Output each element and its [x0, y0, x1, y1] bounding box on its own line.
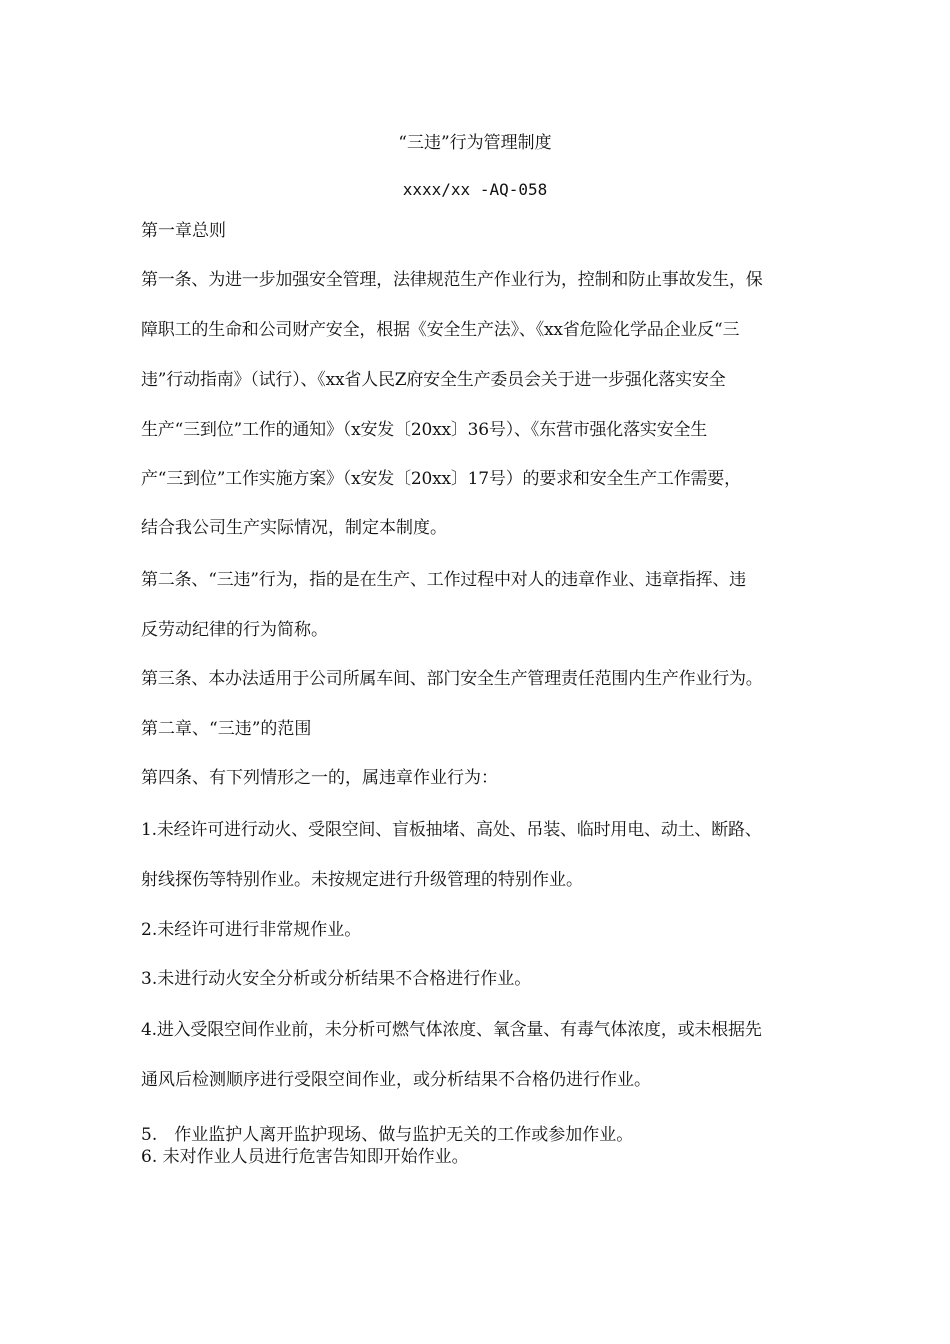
item-4-line-1: 4.进入受限空间作业前，未分析可燃气体浓度、氧含量、有毒气体浓度，或未根据先 [141, 1020, 762, 1040]
article-1-line-2: 障职工的生命和公司财产安全，根据《安全生产法》、《xx省危险化学品企业反“三 [141, 320, 740, 340]
article-1-line-3: 违”行动指南》（试行）、《xx省人民Z府安全生产委员会关于进一步强化落实安全 [141, 370, 726, 390]
chapter-2-heading: 第二章、“三违”的范围 [141, 719, 312, 739]
article-2-line-2: 反劳动纪律的行为简称。 [141, 620, 328, 640]
item-1-line-1: 1.未经许可进行动火、受限空间、盲板抽堵、高处、吊装、临时用电、动土、断路、 [141, 820, 762, 840]
article-1-line-4: 生产“三到位”工作的通知》（x安发〔20xx〕36号）、《东营市强化落实安全生 [141, 420, 708, 440]
article-1-line-1: 第一条、为进一步加强安全管理，法律规范生产作业行为，控制和防止事故发生，保 [141, 270, 763, 290]
document-title: “三违”行为管理制度 [398, 133, 552, 153]
article-1-line-5: 产“三到位”工作实施方案》（x安发〔20xx〕17号）的要求和安全生产工作需要， [141, 469, 741, 489]
chapter-1-heading: 第一章总则 [141, 221, 226, 241]
article-4: 第四条、有下列情形之一的，属违章作业行为： [141, 768, 498, 788]
item-6: 6. 未对作业人员进行危害告知即开始作业。 [141, 1147, 469, 1167]
document-code: xxxx/xx -AQ-058 [402, 180, 548, 199]
article-2-line-1: 第二条、“三违”行为，指的是在生产、工作过程中对人的违章作业、违章指挥、违 [141, 570, 746, 590]
item-5: 5. 作业监护人离开监护现场、做与监护无关的工作或参加作业。 [141, 1125, 634, 1145]
article-1-line-6: 结合我公司生产实际情况，制定本制度。 [141, 518, 447, 538]
item-4-line-2: 通风后检测顺序进行受限空间作业，或分析结果不合格仍进行作业。 [141, 1070, 651, 1090]
item-3: 3.未进行动火安全分析或分析结果不合格进行作业。 [141, 969, 532, 989]
item-1-line-2: 射线探伤等特别作业。未按规定进行升级管理的特别作业。 [141, 870, 583, 890]
article-3: 第三条、本办法适用于公司所属车间、部门安全生产管理责任范围内生产作业行为。 [141, 669, 763, 689]
item-2: 2.未经许可进行非常规作业。 [141, 920, 362, 940]
